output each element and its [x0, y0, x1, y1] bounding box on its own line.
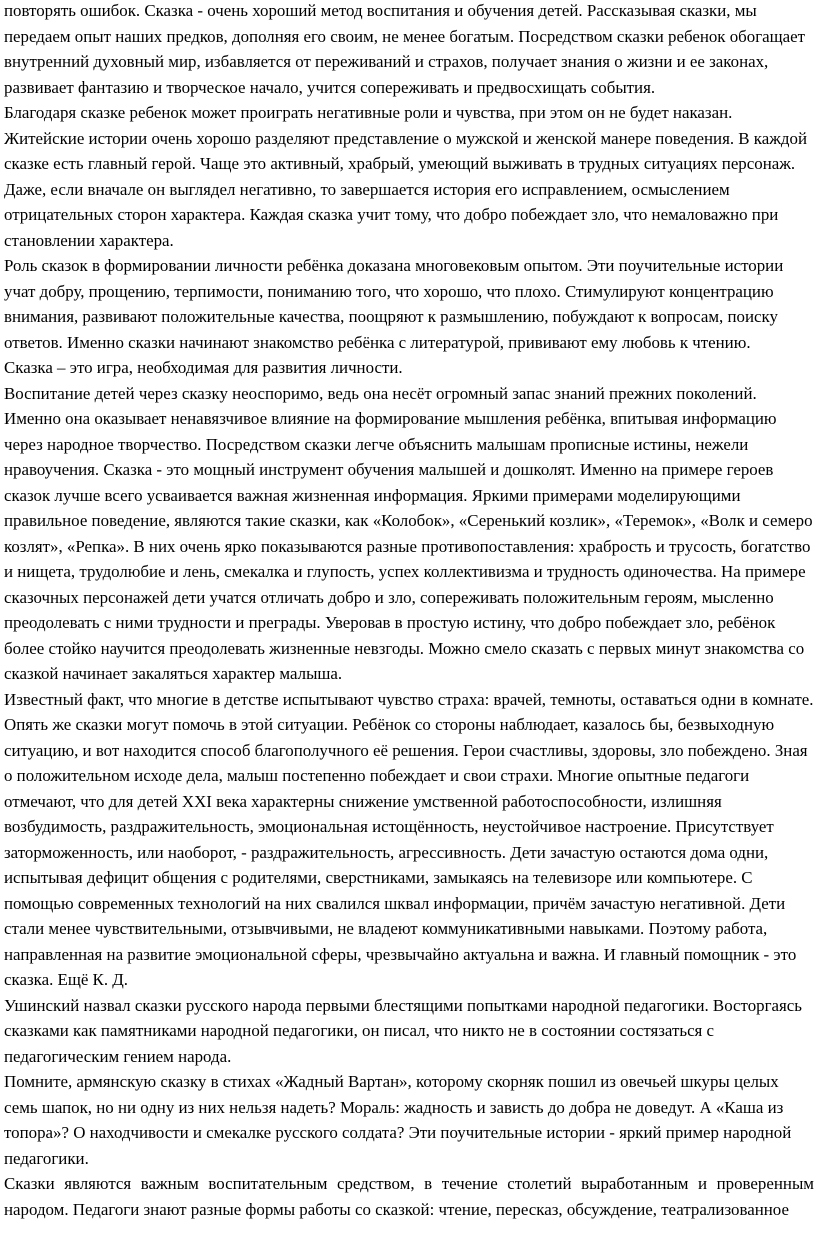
paragraph-4: Роль сказок в формировании личности ребёнка доказана многовековым опытом. Эти поучительные истории учат добру, прощению, терпимости, пониманию того, что хорошо, что плохо. Стимулируют концентрацию внимания, развивают положительные качества, поощряют к размышлению, побуждают к вопросам, поиску ответов. Именно сказки начинают знакомство ребёнка с литературой, прививают ему любовь к чтению.	[4, 256, 784, 352]
paragraph-1: повторять ошибок. Сказка - очень хороший метод воспитания и обучения детей. Рассказывая сказки, мы передаем опыт наших предков, дополняя его своим, не менее богатым. Посредством сказки ребенок обогащает внутренний духовный мир, избавляется от переживаний и страхов, получает знания о жизни и ее законах, развивает фантазию и творческое начало, учится сопереживать и предвосхищать события.	[4, 1, 806, 97]
paragraph-2: Благодаря сказке ребенок может проиграть негативные роли и чувства, при этом он не будет наказан.	[4, 103, 733, 122]
paragraph-7: Известный факт, что многие в детстве испытывают чувство страха: врачей, темноты, оставаться одни в комнате. Опять же сказки могут помочь в этой ситуации. Ребёнок со стороны наблюдает, казалось бы, безвыходную ситуацию, и вот находится способ благополучного её решения. Герои счастливы, здоровы, зло побеждено. Зная о положительном исходе дела, малыш постепенно побеждает и свои страхи. Многие опытные педагоги отмечают, что для детей XXI века характерны снижение умственной работоспособности, излишняя возбудимость, раздражительность, эмоциональная истощённость, неустойчивое настроение. Присутствует заторможенность, или наоборот, - раздражительность, агрессивность. Дети зачастую остаются дома одни, испытывая дефицит общения с родителями, сверстниками, замыкаясь на телевизоре или компьютере. С помощью современных технологий на них свалился шквал информации, причём зачастую негативной. Дети стали менее чувствительными, отзывчивыми, не владеют коммуникативными навыками. Поэтому работа, направленная на развитие эмоциональной сферы, чрезвычайно актуальна и важна. И главный помощник - это сказка. Ещё К. Д.	[4, 689, 814, 989]
paragraph-6: Воспитание детей через сказку неоспоримо, ведь она несёт огромный запас знаний прежних поколений. Именно она оказывает ненавязчивое влияние на формирование мышления ребёнка, впитывая информацию через народное творчество. Посредством сказки легче объяснить малышам прописные истины, нежели нравоучения. Сказка - это мощный инструмент обучения малышей и дошколят. Именно на примере героев сказок лучше всего усваивается важная жизненная информация. Яркими примерами моделирующими правильное поведение, являются такие сказки, как «Колобок», «Серенький козлик», «Теремок», «Волк и семеро козлят», «Репка». В них очень ярко показываются разные противопоставления: храбрость и трусость, богатство и нищета, трудолюбие и лень, смекалка и глупость, успех коллективизма и трудность одиночества. На примере сказочных персонажей дети учатся отличать добро и зло, сопереживать положительным героям, мысленно преодолевать с ними трудности и преграды. Уверовав в простую истину, что добро побеждает зло, ребёнок более стойко научится преодолевать жизненные невзгоды. Можно смело сказать с первых минут знакомства со сказкой начинает закаляться характер малыша.	[4, 383, 813, 683]
paragraph-9: Помните, армянскую сказку в стихах «Жадный Вартан», которому скорняк пошил из овечьей шкуры целых семь шапок, но ни одну из них нельзя надеть? Мораль: жадность и зависть до добра не доведут. А «Каша из топора»? О находчивости и смекалке русского солдата? Эти поучительные истории - яркий пример народной педагогики.	[4, 1072, 792, 1168]
paragraph-8: Ушинский назвал сказки русского народа первыми блестящими попытками народной педагогики. Восторгаясь сказками как памятниками народной педагогики, он писал, что никто не в состоянии состязаться с педагогическим гением народа.	[4, 995, 802, 1066]
document-page	[4, 0, 814, 1222]
paragraph-5: Сказка – это игра, необходимая для развития личности.	[4, 358, 403, 377]
paragraph-3: Житейские истории очень хорошо разделяют представление о мужской и женской манере поведения. В каждой сказке есть главный герой. Чаще это активный, храбрый, умеющий выживать в трудных ситуациях персонаж. Даже, если вначале он выглядел негативно, то завершается история его исправлением, осмыслением отрицательных сторон характера. Каждая сказка учит тому, что добро побеждает зло, что немаловажно при становлении характера.	[4, 128, 807, 250]
paragraph-10: Сказки являются важным воспитательным средством, в течение столетий выработанным и проверенным народом. Педагоги знают разные формы работы со сказкой: чтение, пересказ, обсуждение, театрализованное	[4, 1174, 814, 1219]
